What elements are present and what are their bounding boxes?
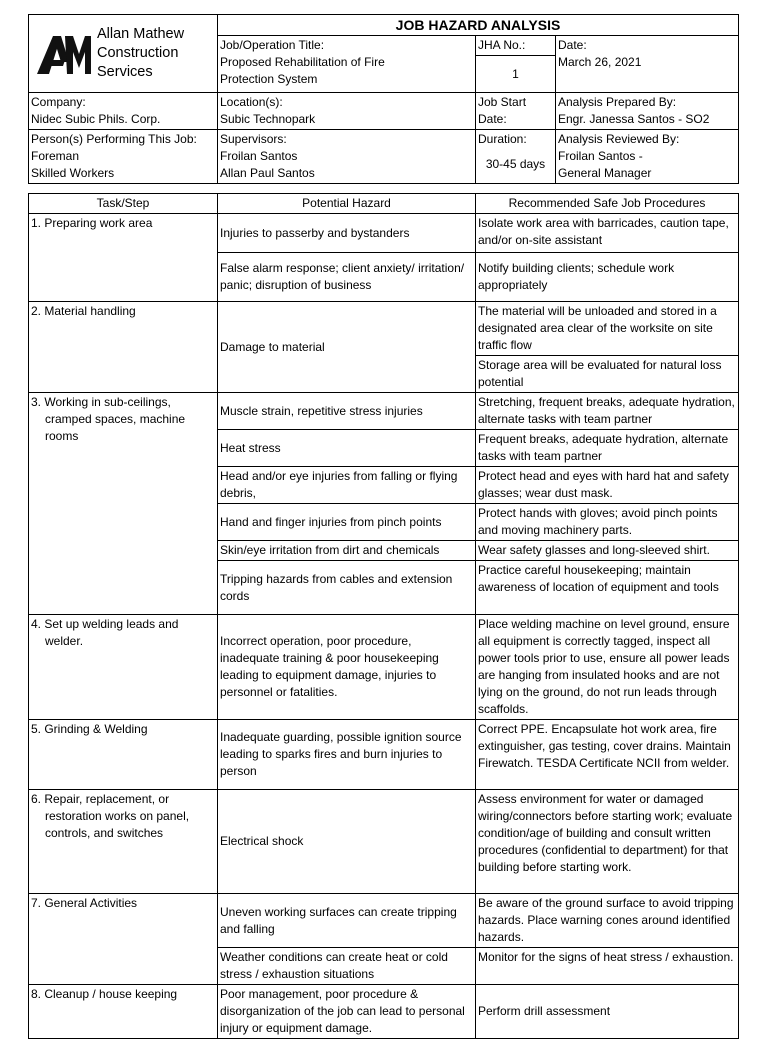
hazard: Incorrect operation, poor procedure, inadequate training & poor housekeeping leading to equipment damage, injuries to personnel or fatalities. [218,615,476,720]
duration-cell: Duration: 30-45 days [476,130,556,184]
jha-no-label: JHA No.: [476,36,556,56]
procedure: Notify building clients; schedule work appropriately [476,253,739,302]
column-header-procedure: Recommended Safe Job Procedures [476,194,739,214]
hazard-table [28,193,739,1039]
hazard: Inadequate guarding, possible ignition source leading to sparks fires and burn injuries to person [218,720,476,790]
task-step: 3. Working in sub-ceilings, cramped spaces, machine rooms [29,393,218,615]
procedure: Perform drill assessment [476,985,739,1039]
column-header-task: Task/Step [29,194,218,214]
task-step: 5. Grinding & Welding [29,720,218,790]
task-step: 1. Preparing work area [29,214,218,302]
task-step: 8. Cleanup / house keeping [29,985,218,1039]
table-row [29,720,739,790]
procedure: Monitor for the signs of heat stress / exhaustion. [476,948,739,985]
table-row [29,615,739,720]
supervisors-cell: Supervisors: Froilan Santos Allan Paul Santos [218,130,476,184]
procedure: Wear safety glasses and long-sleeved shirt. [476,541,739,561]
jha-no-value: 1 [476,56,556,93]
hazard: Skin/eye irritation from dirt and chemicals [218,541,476,561]
table-row [29,985,739,1039]
table-row [29,393,739,430]
procedure: Storage area will be evaluated for natural loss potential [476,356,739,393]
hazard: False alarm response; client anxiety/ irritation/ panic; disruption of business [218,253,476,302]
table-row [29,894,739,948]
procedure: Place welding machine on level ground, ensure all equipment is correctly tagged, inspect all power tools prior to use, ensure all power leads are hanging from insulated hooks and are not lying on the ground, do not run leads through scaffolds. [476,615,739,720]
job-start-cell: Job Start Date: [476,93,556,130]
column-header-hazard: Potential Hazard [218,194,476,214]
procedure: Practice careful housekeeping; maintain awareness of location of equipment and tools [476,561,739,615]
procedure: Isolate work area with barricades, caution tape, and/or on-site assistant [476,214,739,253]
task-step: 2. Material handling [29,302,218,393]
hazard: Weather conditions can create heat or cold stress / exhaustion situations [218,948,476,985]
task-step: 7. General Activities [29,894,218,985]
company-name: Allan Mathew Construction Services [97,26,185,80]
hazard: Poor management, poor procedure & disorganization of the job can lead to personal injury or equipment damage. [218,985,476,1039]
procedure: Correct PPE. Encapsulate hot work area, fire extinguisher, gas testing, cover drains. Maintain Firewatch. TESDA Certificate NCII from welder. [476,720,739,790]
procedure: The material will be unloaded and stored in a designated area clear of the worksite on site traffic flow [476,302,739,356]
persons-cell: Person(s) Performing This Job: Foreman Skilled Workers [29,130,218,184]
procedure: Protect hands with gloves; avoid pinch points and moving machinery parts. [476,504,739,541]
procedure: Assess environment for water or damaged wiring/connectors before starting work; evaluate condition/age of building and consult written procedures (confidential to department) for that building before starting work. [476,790,739,894]
job-title-cell: Job/Operation Title: Proposed Rehabilitation of Fire Protection System [218,36,476,93]
hazard: Electrical shock [218,790,476,894]
procedure: Protect head and eyes with hard hat and safety glasses; wear dust mask. [476,467,739,504]
hazard: Hand and finger injuries from pinch points [218,504,476,541]
hazard: Muscle strain, repetitive stress injuries [218,393,476,430]
hazard: Damage to material [218,302,476,393]
reviewed-by-cell: Analysis Reviewed By: Froilan Santos - General Manager [556,130,739,184]
hazard: Injuries to passerby and bystanders [218,214,476,253]
location-cell: Location(s): Subic Technopark [218,93,476,130]
company-logo-icon [35,32,91,76]
procedure: Stretching, frequent breaks, adequate hydration, alternate tasks with team partner [476,393,739,430]
task-step: 6. Repair, replacement, or restoration works on panel, controls, and switches [29,790,218,894]
hazard: Tripping hazards from cables and extension cords [218,561,476,615]
hazard: Heat stress [218,430,476,467]
table-row [29,790,739,894]
hazard: Head and/or eye injuries from falling or flying debris, [218,467,476,504]
company-logo [29,15,218,93]
task-step: 4. Set up welding leads and welder. [29,615,218,720]
prepared-by-cell: Analysis Prepared By: Engr. Janessa Santos - SO2 [556,93,739,130]
table-row [29,302,739,356]
table-row [29,214,739,253]
date-cell: Date: March 26, 2021 [556,36,739,93]
procedure: Be aware of the ground surface to avoid tripping hazards. Place warning cones around identified hazards. [476,894,739,948]
company-cell: Company: Nidec Subic Phils. Corp. [29,93,218,130]
jha-header-table [28,14,739,184]
document-title: JOB HAZARD ANALYSIS [218,15,739,36]
hazard: Uneven working surfaces can create tripping and falling [218,894,476,948]
procedure: Frequent breaks, adequate hydration, alternate tasks with team partner [476,430,739,467]
